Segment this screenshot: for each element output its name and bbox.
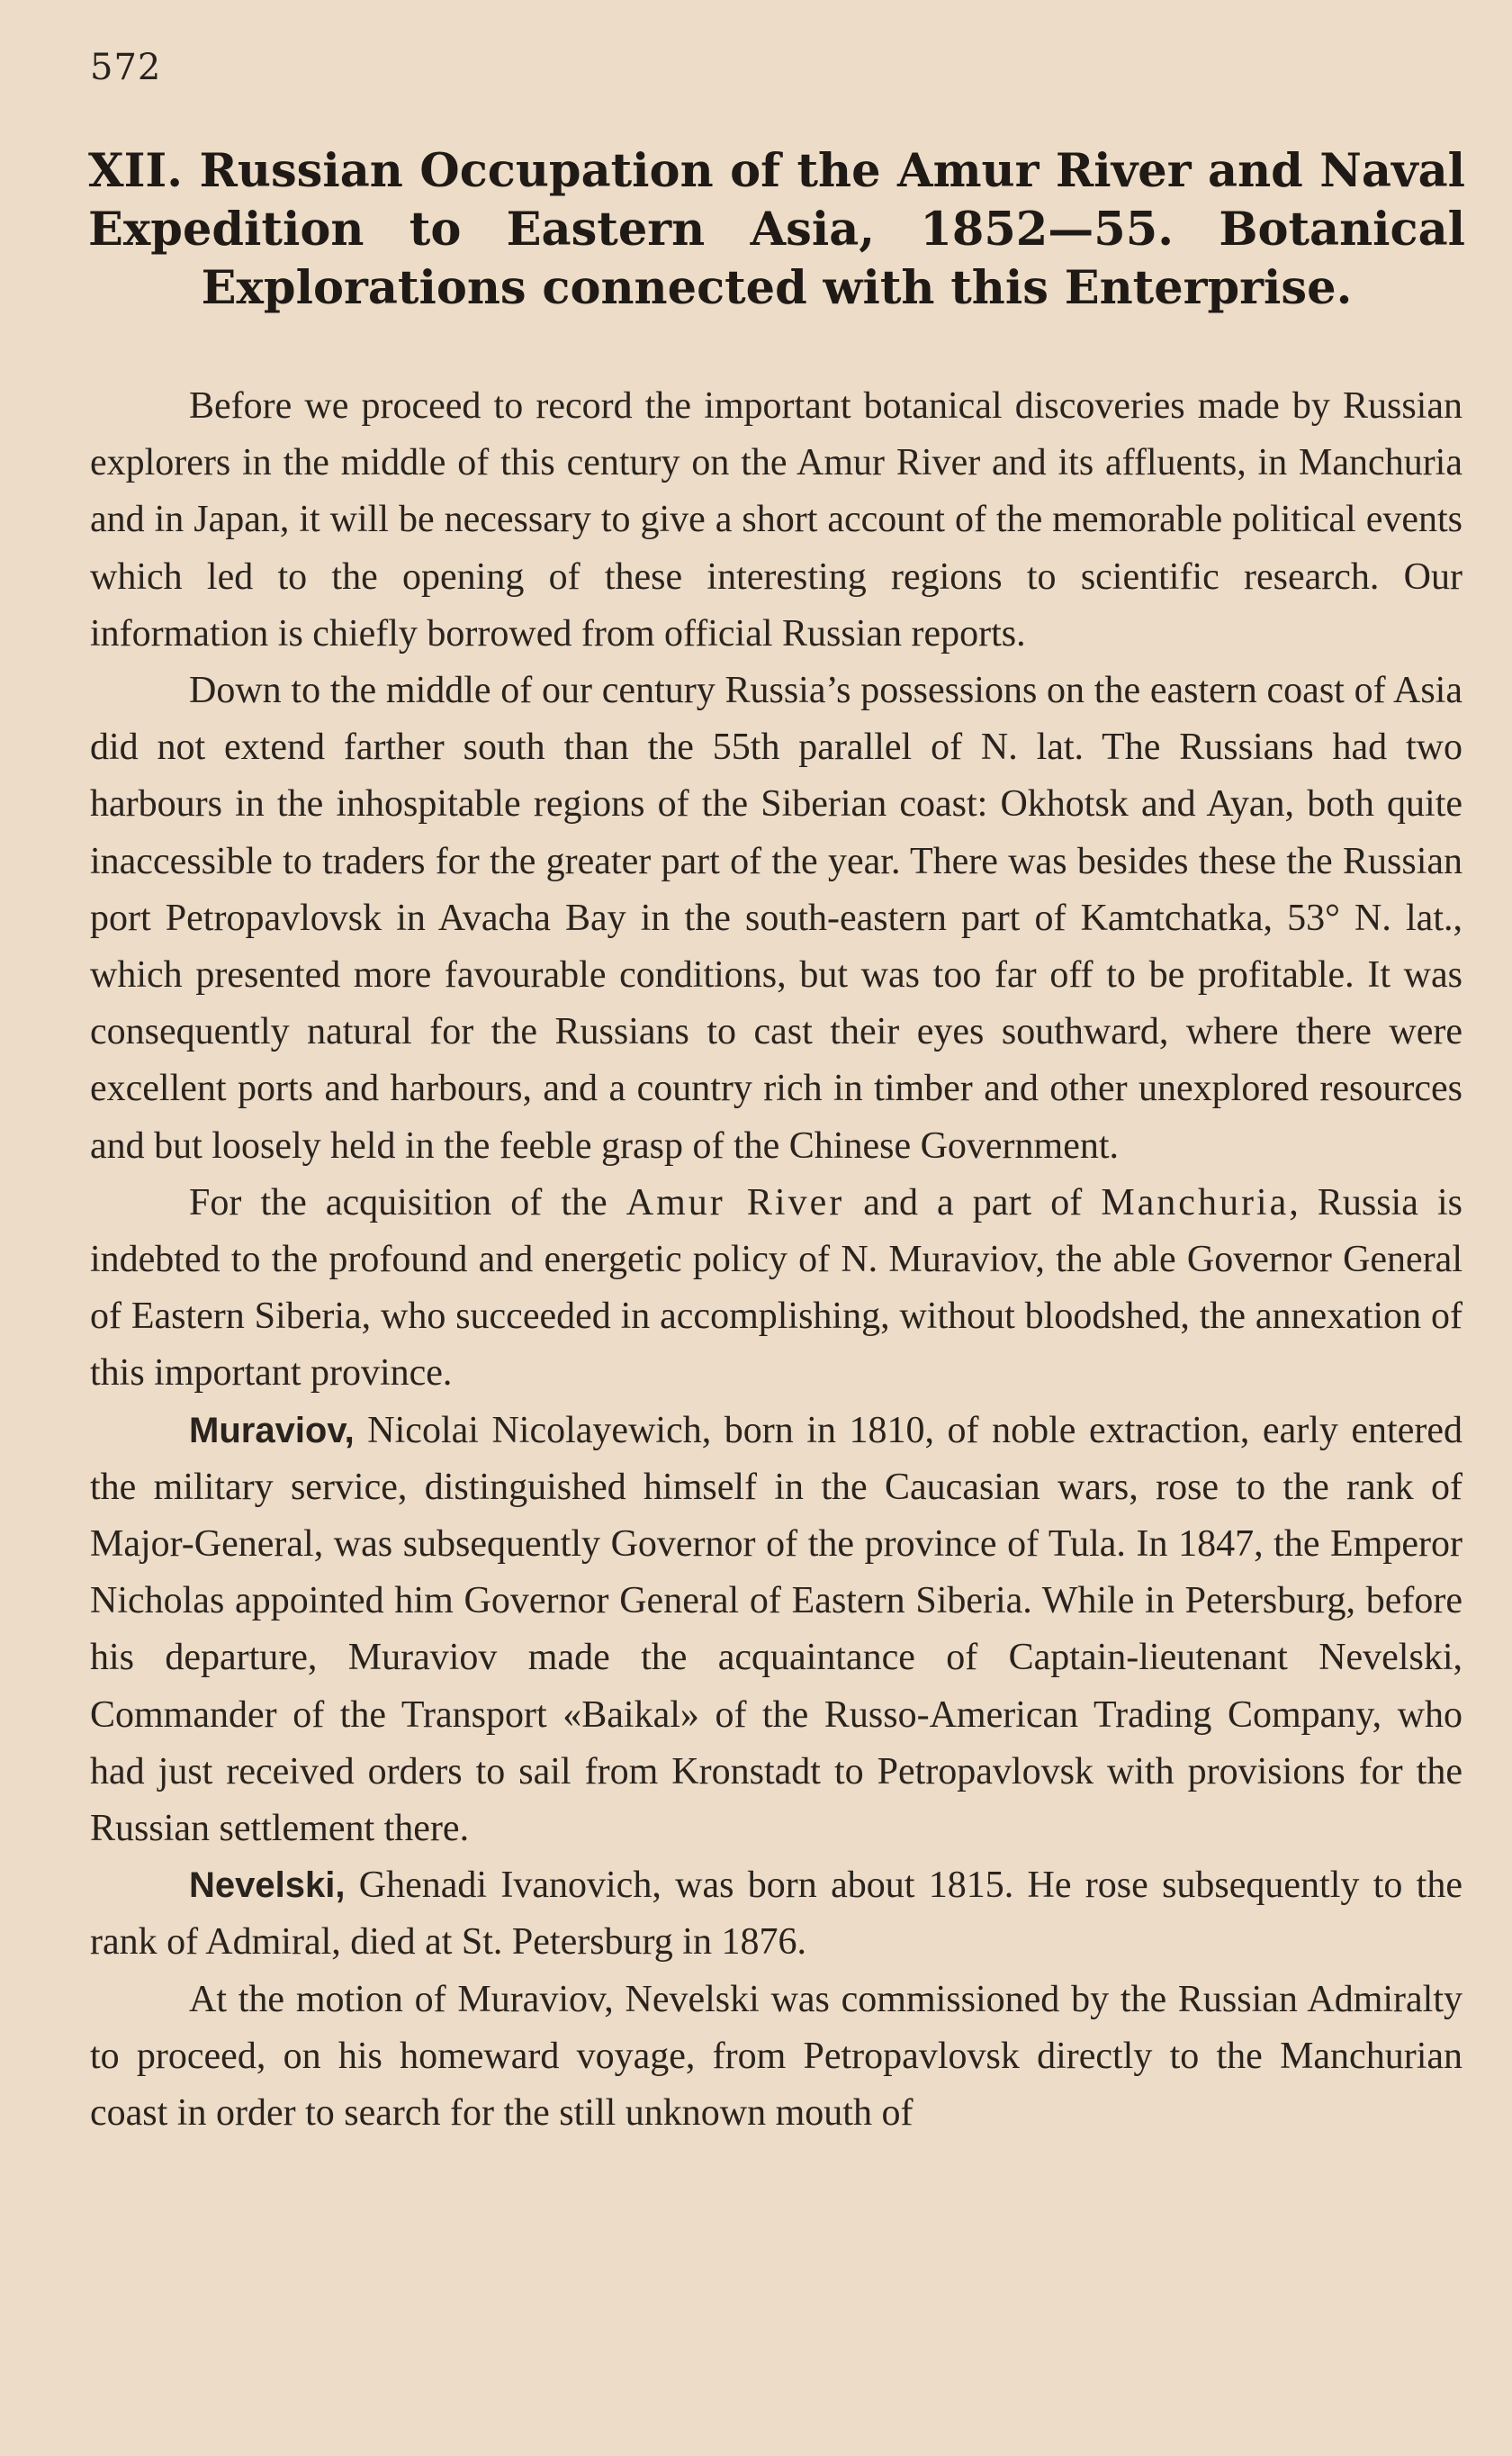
amur-river-spaced: Amur River: [626, 1181, 845, 1223]
paragraph-russian-possessions: Down to the middle of our century Russia’s possessions on the eastern coast of Asia did not extend farther south than the 55th parallel of N. lat. The Russians had two harbours in the inhospitable regions of the Siberian coast: Okhotsk and Ayan, both quite inaccessible to traders for the greater part of the year. There was besides these the Russian port Petropavlovsk in Avacha Bay in the south-eastern part of Kamtchatka, 53° N. lat., which presented more favourable conditions, but was too far off to be profitable. It was consequently natural for the Russians to cast their eyes southward, where there were excellent ports and harbours, and a country rich in timber and other unexplored resources and but loosely held in the feeble grasp of the Chinese Government.: [90, 670, 1462, 1167]
paragraph-nevelski-commission: At the motion of Muraviov, Nevelski was commissioned by the Russian Admiralty to proceed, on his homeward voyage, from Petropavlovsk directly to the Manchurian coast in order to search for the still unknown mouth of: [90, 1978, 1462, 2135]
paragraph-muraviov-biography: [90, 1403, 1462, 1858]
manchuria-spaced: Manchuria: [1101, 1181, 1290, 1223]
paragraph-text-middle: and a part of: [844, 1181, 1102, 1223]
biographical-name-nevelski: Nevelski,: [189, 1865, 346, 1906]
paragraph-botanical-discoveries: Before we proceed to record the important botanical discoveries made by Russian explorers in the middle of this century on the Amur River and its affluents, in Manchuria and in Japan, it will be necessary to give a short account of the memorable political events which led to the opening of these interesting regions to scientific research. Our information is chiefly borrowed from official Russian reports.: [90, 385, 1462, 655]
paragraph-amur-acquisition: [90, 1175, 1462, 1403]
page-number: 572: [90, 47, 162, 88]
muraviov-biography-text: Nicolai Nicolayewich, born in 1810, of noble extraction, early entered the military service, distinguished himself in the Caucasian wars, rose to the rank of Major-General, was subsequently Governor of the province of Tula. In 1847, the Emperor Nicholas appointed him Governor General of Eastern Siberia. While in Petersburg, before his departure, Muraviov made the acquaintance of Captain-lieutenant Nevelski, Commander of the Transport «Baikal» of the Russo-American Trading Company, who had just received orders to sail from Kronstadt to Petropavlovsk with provisions for the Russian settlement there.: [90, 1409, 1462, 1850]
chapter-title: XII. Russian Occupation of the Amur River and Naval Expedition to Eastern Asia, 1852—55. Botanical Explorations connected with this Enterprise.: [88, 144, 1465, 315]
paragraph-nevelski-biography: [90, 1857, 1462, 1971]
paragraph-text-start: For the acquisition of the: [189, 1181, 626, 1223]
biographical-name-muraviov: Muraviov,: [189, 1410, 355, 1450]
paragraph-text-end: , Russia is indebted to the profound and energetic policy of N. Muraviov, the able Governor General of Eastern Siberia, who succeeded in accomplishing, without bloodshed, the annexation of this important province.: [90, 1181, 1462, 1395]
nevelski-biography-text: Ghenadi Ivanovich, was born about 1815. He rose subsequently to the rank of Admiral, died at St. Petersburg in 1876.: [90, 1865, 1462, 1964]
body-text: [90, 378, 1462, 2142]
